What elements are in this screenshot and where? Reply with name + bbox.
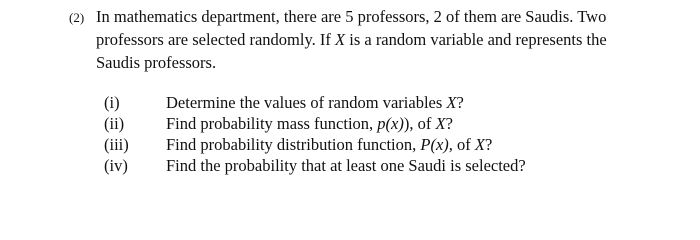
text-segment: ? <box>485 135 493 154</box>
problem-number: (2) <box>69 10 85 25</box>
text-segment: ? <box>456 93 464 112</box>
subquestion-text <box>166 114 453 134</box>
text-segment: Find probability distribution function, <box>166 135 421 154</box>
stem-text: is a random variable and represents the <box>345 30 607 49</box>
variable-x: X <box>335 30 346 49</box>
subquestion-text <box>166 135 492 155</box>
problem-stem-line-3 <box>96 53 216 73</box>
text-segment: ? <box>445 114 453 133</box>
subquestion-label: (iv) <box>104 156 128 175</box>
subquestion-label: (iii) <box>104 135 129 154</box>
variable-x: X <box>446 93 457 112</box>
problem-stem-line-2 <box>96 30 607 50</box>
stem-text: professors are selected randomly. If <box>96 30 336 49</box>
subquestion-text <box>166 93 464 113</box>
subquestion-label: (i) <box>104 93 120 112</box>
math-expression: p(x) <box>377 114 404 133</box>
text-segment: ), of <box>403 114 436 133</box>
text-segment: Find probability mass function, <box>166 114 378 133</box>
stem-text: In mathematics department, there are 5 professors, 2 of them are Saudis. Two <box>96 7 607 26</box>
subquestion-text: Find the probability that at least one Saudi is selected? <box>166 156 526 175</box>
math-expression: P(x), <box>420 135 453 154</box>
problem-stem-line-1 <box>96 7 606 27</box>
text-segment: Determine the values of random variables <box>166 93 447 112</box>
text-segment: of <box>452 135 475 154</box>
stem-text: Saudis professors. <box>96 53 217 72</box>
subquestion-label: (ii) <box>104 114 125 133</box>
variable-x: X <box>474 135 485 154</box>
variable-x: X <box>435 114 446 133</box>
